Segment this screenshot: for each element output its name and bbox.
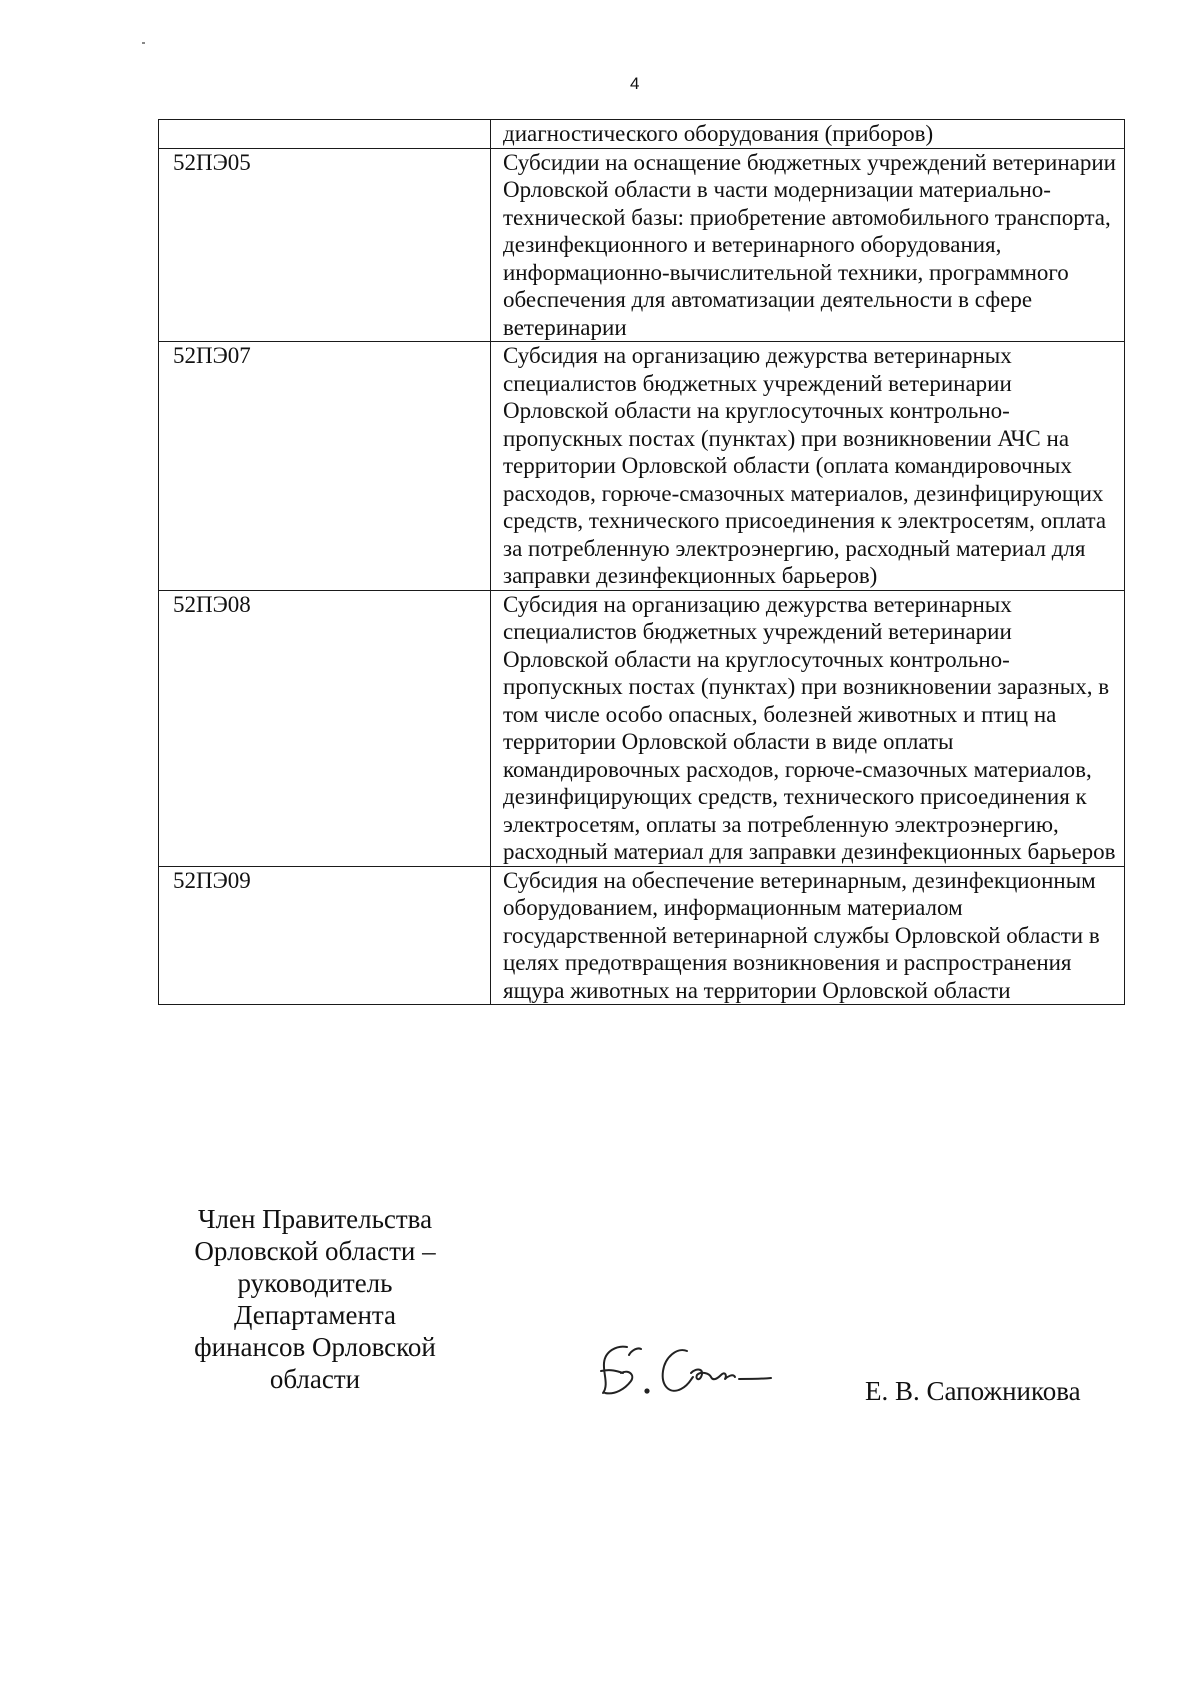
position-line: Член Правительства (197, 1204, 433, 1234)
table-row (159, 148, 1125, 342)
handwritten-signature (595, 1333, 785, 1405)
scan-speck (142, 42, 145, 44)
table-row (159, 866, 1125, 1005)
description-cell: Субсидия на обеспечение ветеринарным, дезинфекционным оборудованием, информационным материалом государственной ветеринарной службы Орловской области в целях предотвращения возникновения и распространения ящура животных на территории Орловской области (491, 866, 1125, 1005)
table-row (159, 342, 1125, 591)
code-cell: 52ПЭ05 (159, 148, 491, 342)
code-cell: 52ПЭ09 (159, 866, 491, 1005)
table-row (159, 120, 1125, 149)
description-cell: Субсидия на организацию дежурства ветеринарных специалистов бюджетных учреждений ветеринарии Орловской области на круглосуточных контрольно-пропускных постах (пунктах) при возникновении заразных, в том числе особо опасных, болезней животных и птиц на территории Орловской области в виде оплаты командировочных расходов, горюче-смазочных материалов, дезинфицирующих средств, технического присоединения к электросетям, оплаты за потребленную электроэнергию, расходный материал для заправки дезинфекционных барьеров (491, 590, 1125, 866)
page-number: 4 (630, 74, 640, 93)
description-cell: диагностического оборудования (приборов) (491, 120, 1125, 149)
signer-name: Е. В. Сапожникова (865, 1376, 1081, 1406)
code-cell (159, 120, 491, 149)
table-row (159, 590, 1125, 866)
description-cell: Субсидии на оснащение бюджетных учреждений ветеринарии Орловской области в части модернизации материально-технической базы: приобретение автомобильного транспорта, дезинфекционного и ветеринарного оборудования, информационно-вычислительной техники, программного обеспечения для автоматизации деятельности в сфере ветеринарии (491, 148, 1125, 342)
position-line: финансов Орловской (194, 1332, 436, 1362)
position-line: области (269, 1364, 361, 1394)
position-line: руководитель (237, 1268, 393, 1298)
codes-table (158, 119, 1125, 1005)
code-cell: 52ПЭ08 (159, 590, 491, 866)
position-line: Орловской области – (194, 1236, 436, 1266)
signatory-position (150, 1203, 480, 1395)
description-cell: Субсидия на организацию дежурства ветеринарных специалистов бюджетных учреждений ветеринарии Орловской области на круглосуточных контрольно-пропускных постах (пунктах) при возникновении АЧС на территории Орловской области (оплата командировочных расходов, горюче-смазочных материалов, дезинфицирующих средств, технического присоединения к электросетям, оплата за потребленную электроэнергию, расходный материал для заправки дезинфекционных барьеров) (491, 342, 1125, 591)
code-cell: 52ПЭ07 (159, 342, 491, 591)
position-line: Департамента (233, 1300, 397, 1330)
